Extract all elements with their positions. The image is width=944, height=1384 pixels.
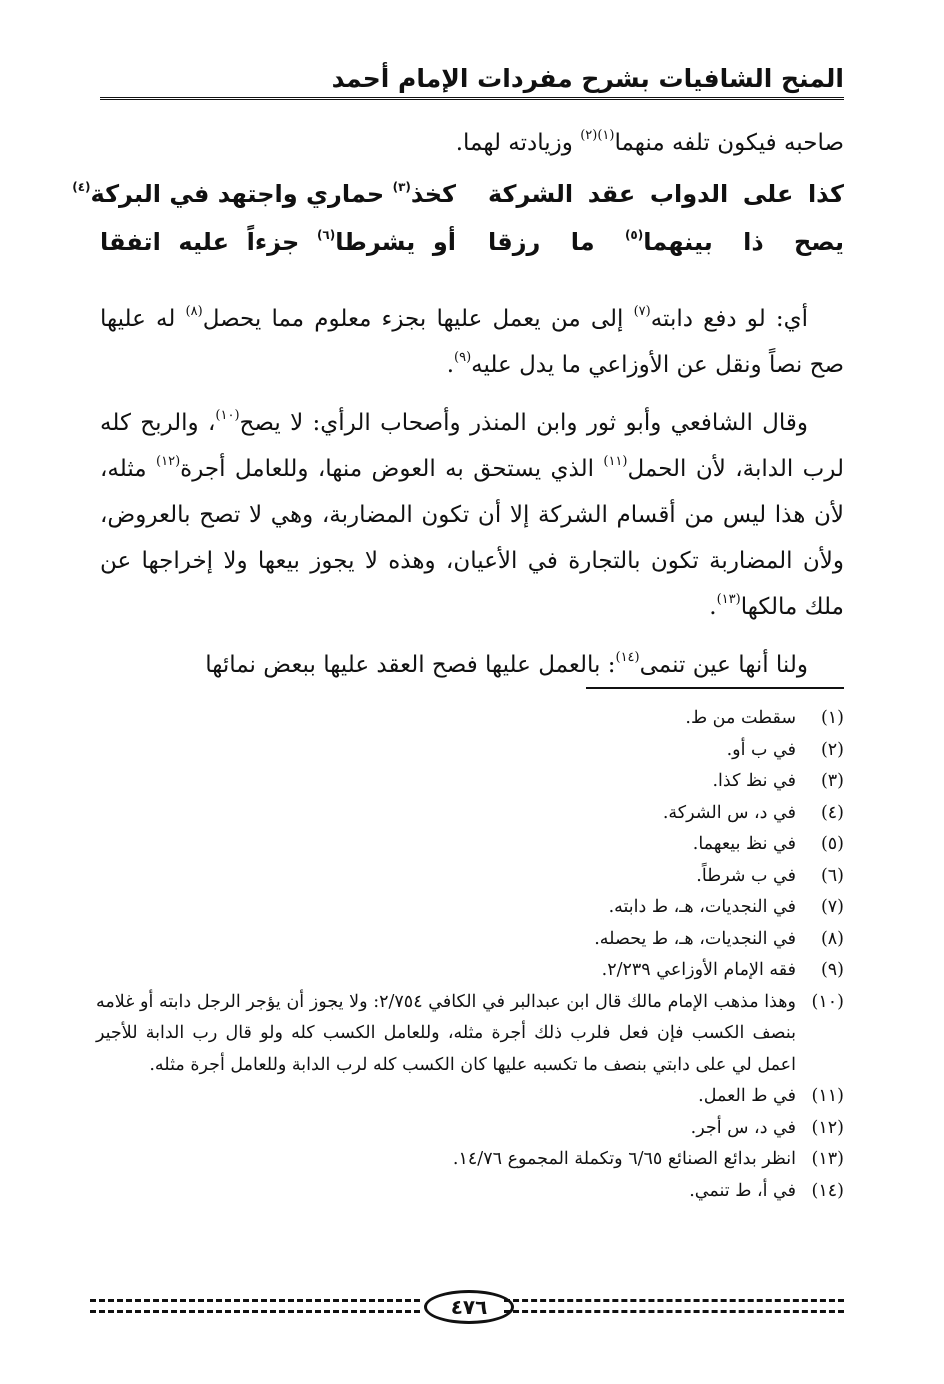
verse-line-1 (72, 180, 844, 228)
footnote-item (96, 1144, 844, 1176)
footnote-ref: (١٤) (615, 650, 640, 665)
footnote-text: في نظ كذا. (712, 771, 796, 791)
footnote-item (96, 987, 844, 1082)
footnote-ref: (١١) (603, 454, 628, 469)
footnote-text: في نظ بيعهما. (692, 834, 796, 854)
footnote-item (96, 861, 844, 893)
text-run: يصح ذا بينهما (643, 228, 844, 256)
footnote-ref: (١٢) (156, 454, 181, 469)
footnote-text: في د، س أجر. (690, 1117, 796, 1138)
main-text-continued (100, 296, 844, 688)
footnote-ref: (٦) (316, 228, 336, 242)
footnote-ref: (١٣) (716, 592, 741, 607)
book-title: المنح الشافيات بشرح مفردات الإمام أحمد (331, 64, 844, 93)
footnote-item (96, 829, 844, 861)
text-run: صاحبه فيكون تلفه منهما (614, 130, 844, 156)
page-footer (90, 1290, 844, 1330)
text-run: كذا على الدواب عقد الشركة (488, 180, 844, 208)
footnote-item (96, 703, 844, 735)
footnote-ref: (٧) (633, 304, 651, 319)
text-run: له عليها صح نصاً ونقل عن الأوزاعي ما يدل عليه (100, 306, 844, 378)
footnote-text: في ب أو. (726, 739, 796, 760)
text-run: وقال الشافعي وأبو ثور وابن المنذر وأصحاب الرأي: لا يصح (239, 410, 808, 436)
footnote-number: (٢) (820, 739, 844, 760)
paragraph-4 (100, 642, 844, 688)
text-run: ، والربح كله لرب الدابة، لأن الحمل (100, 410, 844, 482)
paragraph-2 (100, 296, 844, 388)
footnote-ref: (٥) (624, 228, 644, 242)
page-number: ٤٧٦ (424, 1290, 514, 1324)
footer-dashed-rule-right (504, 1299, 844, 1313)
main-text (100, 120, 844, 166)
paragraph-1 (100, 120, 844, 166)
footnote-item (96, 1081, 844, 1113)
text-run: الذي يستحق به العوض منها، وللعامل أجرة (180, 456, 604, 482)
footnote-separator (586, 687, 844, 689)
footnote-item (96, 1176, 844, 1208)
footnote-item (96, 892, 844, 924)
footnote-ref: (٨) (185, 304, 203, 319)
footnotes (96, 703, 844, 1207)
footnote-number: (٧) (820, 897, 844, 917)
text-run: إلى من يعمل عليها بجزء معلوم مما يحصل (202, 306, 634, 332)
footnote-ref: (٩) (454, 350, 472, 365)
footnote-ref: (١٠) (215, 408, 240, 423)
footnote-number: (٣) (820, 771, 844, 791)
text-run: : بالعمل عليها فصح العقد عليها ببعض نمائها (205, 652, 616, 678)
footnote-number: (٩) (820, 960, 844, 980)
verse-1-first-hemistich (488, 180, 844, 208)
footnote-text: في النجديات، هـ، ط يحصله. (594, 928, 796, 949)
paragraph-3 (100, 400, 844, 630)
verse-1-second-hemistich (72, 180, 456, 208)
footnote-number: (٤) (820, 802, 844, 823)
verse-line-2 (100, 228, 844, 276)
header-rule (100, 97, 844, 100)
footnote-number: (٨) (820, 928, 844, 949)
footnote-number: (١٢) (811, 1117, 844, 1138)
footnote-text: فقه الإمام الأوزاعي ٢/٢٣٩. (601, 960, 796, 980)
text-run: . (709, 594, 717, 620)
text-run: حماري واجتهد في البركة (90, 180, 393, 208)
footnote-text: انظر بدائع الصنائع ٦/٦٥ وتكملة المجموع ١٤/٧٦. (452, 1149, 796, 1169)
verse-2-second-hemistich (100, 228, 456, 256)
footnote-text: في أ، ط تنمي. (689, 1180, 796, 1201)
footnote-text: وهذا مذهب الإمام مالك قال ابن عبدالبر في الكافي ٢/٧٥٤: ولا يجوز أن يؤجر الرجل دابته أو غلامه بنصف الكسب فإن فعل فلرب ذلك أجرة مثله، وللعامل الكسب كله ولو قال رب الدابة للأجير اعمل لي على دابتي بنصف ما تكسبه عليها كان الكسب كله لرب الدابة وللعامل أجرة مثله. (96, 991, 796, 1075)
text-run: أو يشرطا (335, 228, 456, 256)
text-run: مثله، لأن هذا ليس من أقسام الشركة إلا أن تكون المضاربة، وهي لا تصح بالعروض، ولأن المضاربة تكون بالتجارة في الأعيان، وهذه لا يجوز بيعها ولا إخراجها عن ملك مالكها (100, 456, 844, 620)
footnote-text: في د، س الشركة. (662, 802, 796, 823)
footnote-item (96, 1113, 844, 1145)
verse-2-first-hemistich (488, 228, 844, 256)
footnote-text: في النجديات، هـ، ط دابته. (608, 897, 796, 917)
text-run: وزيادته لهما. (455, 130, 581, 156)
footnote-item (96, 955, 844, 987)
text-run: كخذ (410, 180, 456, 208)
footer-dashed-rule-left (90, 1299, 420, 1313)
footnote-number: (١١) (811, 1086, 844, 1106)
footnote-number: (١) (820, 708, 844, 728)
text-run: . (446, 352, 455, 378)
footnote-number: (١٣) (811, 1149, 844, 1169)
text-run: جزءاً عليه اتفقا (100, 228, 317, 256)
text-run: ولنا أنها عين تنمى (639, 652, 808, 678)
text-run: ما رزقا (488, 228, 625, 256)
running-header (100, 58, 844, 100)
poem-verse (72, 180, 844, 280)
footnote-number: (٥) (820, 834, 844, 854)
footnote-text: في ب شرطاً. (696, 865, 796, 886)
footnote-text: في ط العمل. (698, 1086, 796, 1106)
footnote-ref: (٤) (72, 180, 91, 194)
footnote-ref: (١) (597, 128, 615, 143)
footnote-text: سقطت من ط. (685, 708, 796, 728)
footnote-item (96, 766, 844, 798)
footnote-item (96, 735, 844, 767)
footnote-ref: (٢) (580, 128, 598, 143)
footnote-item (96, 924, 844, 956)
footnote-item (96, 798, 844, 830)
footnote-ref: (٣) (392, 180, 411, 194)
footnote-number: (٦) (820, 865, 844, 886)
text-run: أي: لو دفع دابته (650, 306, 808, 332)
footnote-number: (١٤) (811, 1180, 844, 1201)
footnote-number: (١٠) (811, 991, 844, 1012)
